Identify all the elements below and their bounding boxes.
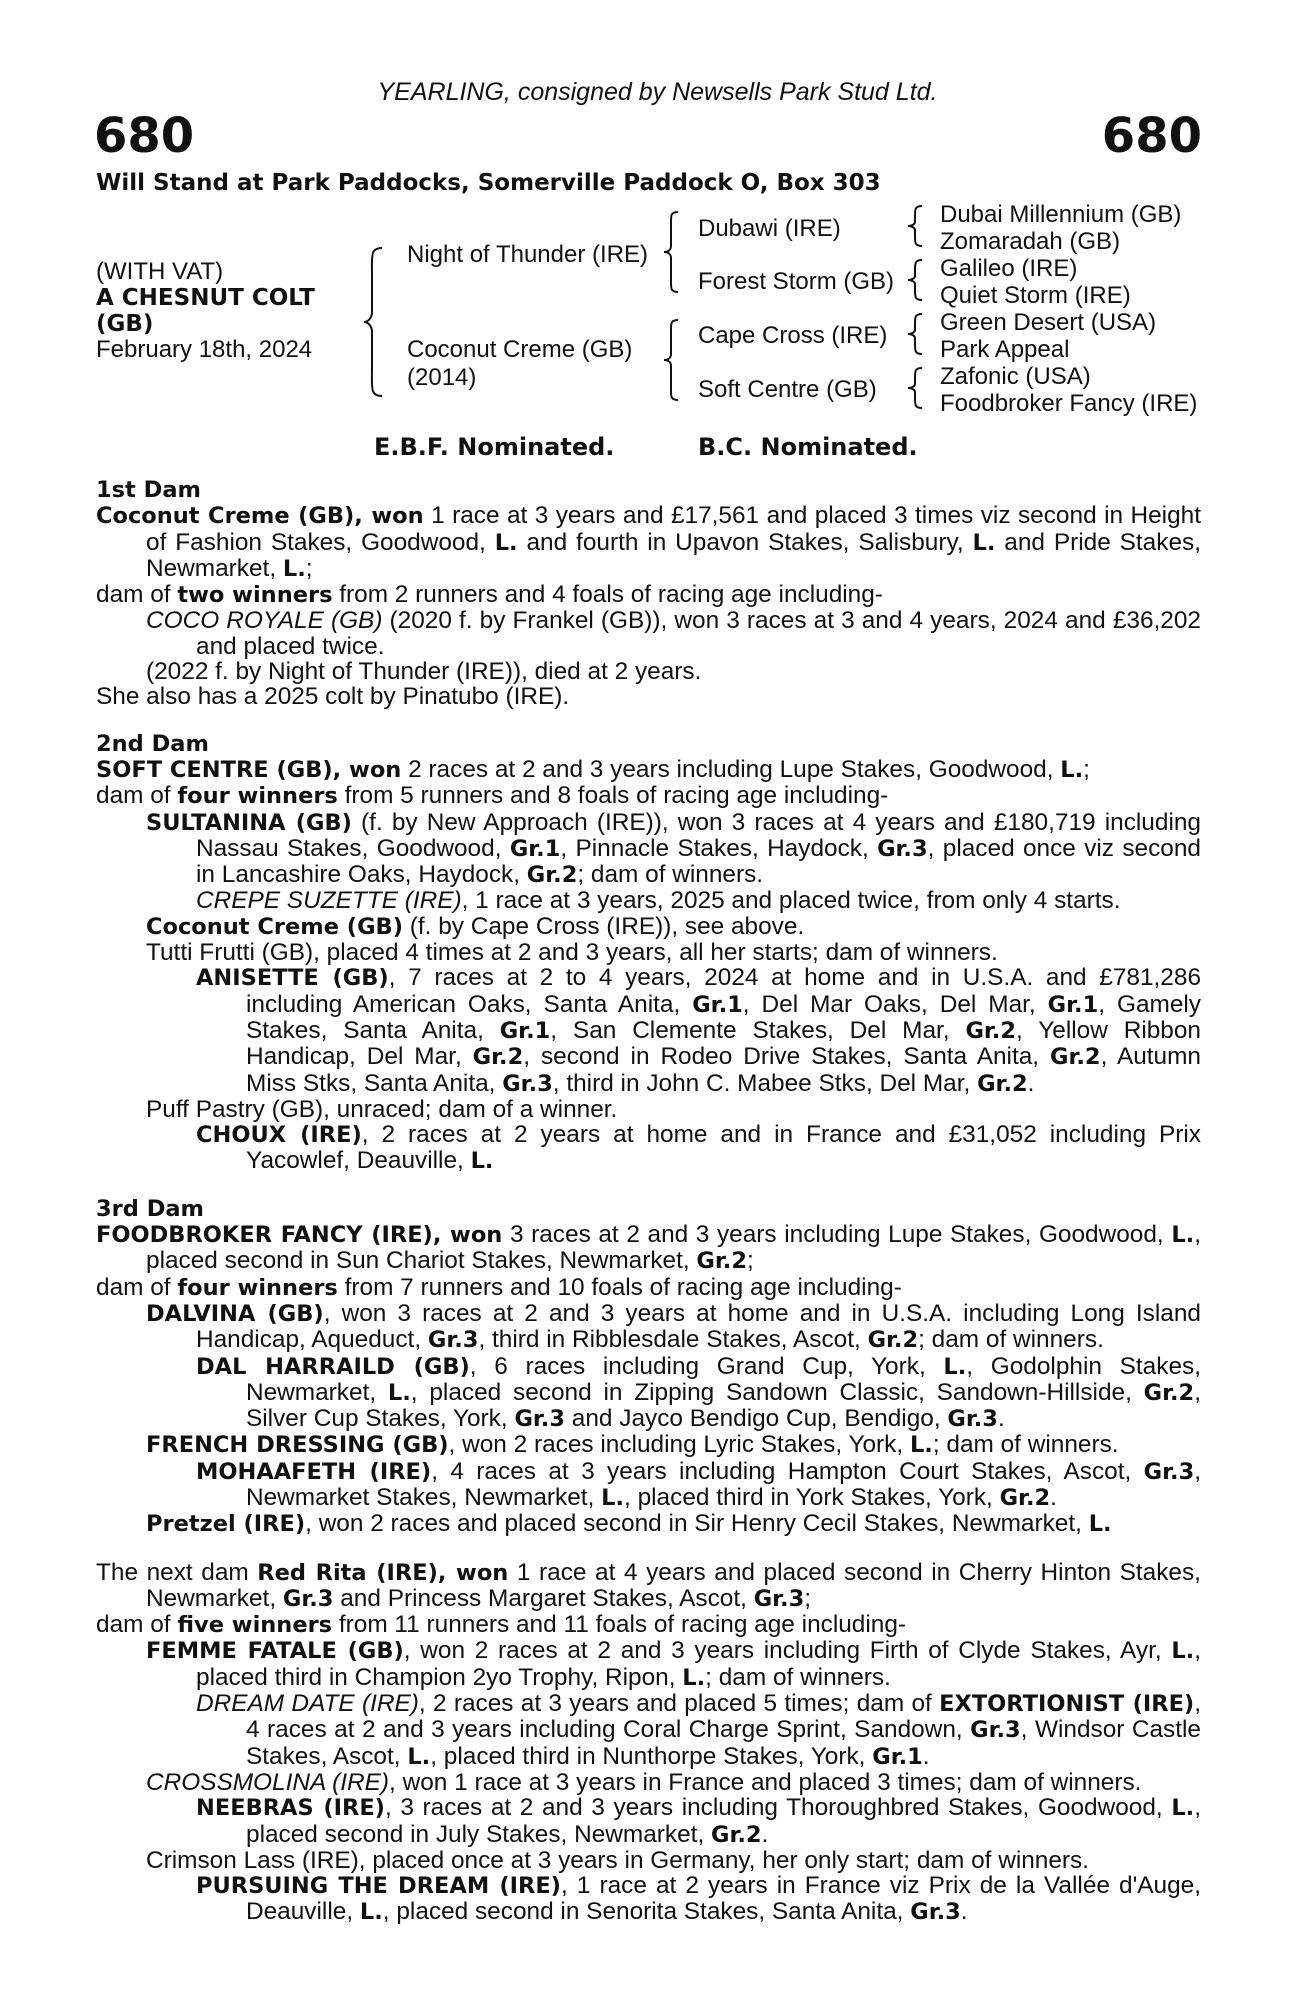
horse-name: A CHESNUT COLT — [96, 285, 315, 311]
pedigree-sdd: Quiet Storm (IRE) — [940, 282, 1131, 309]
produce-mohaafeth: MOHAAFETH (IRE), 4 races at 3 years including Hampton Court Stakes, Ascot, Gr.3, Newmarket Stakes, Newmarket, L., placed third in York Stakes, York, Gr.2. — [196, 1457, 1202, 1511]
produce-pursuing-the-dream: PURSUING THE DREAM (IRE), 1 race at 2 years in France viz Prix de la Vallée d'Auge, Deauville, L., placed second in Senorita Stakes, Santa Anita, Gr.3. — [196, 1872, 1201, 1926]
first-dam-heading: 1st Dam — [96, 477, 201, 503]
produce-femme-fatale: FEMME FATALE (GB), won 2 races at 2 and 3 years including Firth of Clyde Stakes, Ayr, L., placed third in Champion 2yo Trophy, Ripon, L.; dam of winners. — [146, 1637, 1202, 1691]
first-dam-produce-summary: dam of two winners from 2 runners and 4 foals of racing age including- — [96, 581, 883, 609]
sire-brace — [662, 210, 682, 294]
pedigree-ssd: Zomaradah (GB) — [940, 228, 1121, 255]
third-dam-record: FOODBROKER FANCY (IRE), won 3 races at 2 and 3 years including Lupe Stakes, Goodwood, L., placed second in Sun Chariot Stakes, Newmarket, Gr.2; — [96, 1221, 1201, 1275]
foaling-date: February 18th, 2024 — [96, 336, 313, 363]
pedigree-sire-sire: Dubawi (IRE) — [698, 215, 841, 242]
brace-forest-storm — [906, 258, 926, 302]
third-dam-produce-summary: dam of four winners from 7 runners and 10 foals of racing age including- — [96, 1273, 902, 1301]
dam-brace — [662, 318, 682, 402]
pedigree-ddd: Foodbroker Fancy (IRE) — [940, 390, 1198, 417]
produce-coconut-creme: Coconut Creme (GB) (f. by Cape Cross (IRE)), see above. — [146, 912, 805, 940]
produce-dal-harraild: DAL HARRAILD (GB), 6 races including Grand Cup, York, L., Godolphin Stakes, Newmarket, L., placed second in Zipping Sandown Classic, Sandown-Hillside, Gr.2, Silver Cup Stakes, York, Gr.3 and Jayco Bendigo Cup, Bendigo, Gr.3. — [196, 1352, 1201, 1433]
brace-soft-centre — [906, 366, 926, 410]
first-dam-record: Coconut Creme (GB), won 1 race at 3 years and £17,561 and placed 3 times viz second in Height of Fashion Stakes, Goodwood, L. and fourth in Upavon Stakes, Salisbury, L. and Pride Stakes, Newmarket, L.; — [96, 502, 1201, 582]
pedigree-sire-dam: Forest Storm (GB) — [698, 268, 895, 295]
horse-origin: (GB) — [96, 311, 154, 337]
produce-sultanina: SULTANINA (GB) (f. by New Approach (IRE)), won 3 races at 4 years and £180,719 including Nassau Stakes, Goodwood, Gr.1, Pinnacle Stakes, Haydock, Gr.3, placed once viz second in Lancashire Oaks, Haydock, Gr.2; dam of winners. — [146, 808, 1201, 889]
next-dam-produce-summary: dam of five winners from 11 runners and 11 foals of racing age including- — [96, 1611, 907, 1639]
produce-neebras: NEEBRAS (IRE), 3 races at 2 and 3 years including Thoroughbred Stakes, Goodwood, L., placed second in July Stakes, Newmarket, Gr.2. — [196, 1794, 1201, 1848]
produce-choux: CHOUX (IRE), 2 races at 2 years at home and in France and £31,052 including Prix Yacowlef, Deauville, L. — [196, 1121, 1201, 1175]
pedigree-dam-year: (2014) — [407, 364, 477, 391]
pedigree-dsd: Park Appeal — [940, 336, 1070, 363]
vat-note: (WITH VAT) — [96, 258, 224, 285]
bc-nomination: B.C. Nominated. — [698, 433, 918, 461]
lot-number-left: 680 — [94, 108, 195, 164]
lot-number-right: 680 — [1101, 108, 1202, 164]
produce-crepe-suzette: CREPE SUZETTE (IRE), 1 race at 3 years, 2025 and placed twice, from only 4 starts. — [196, 887, 1121, 915]
brace-cape-cross — [906, 312, 926, 356]
produce-dalvina: DALVINA (GB), won 3 races at 2 and 3 years at home and in U.S.A. including Long Island Handicap, Aqueduct, Gr.3, third in Ribblesdale Stakes, Ascot, Gr.2; dam of winners. — [146, 1299, 1201, 1354]
produce-crossmolina: CROSSMOLINA (IRE), won 1 race at 3 years in France and placed 3 times; dam of winners. — [146, 1768, 1142, 1796]
pedigree-sds: Galileo (IRE) — [940, 255, 1078, 282]
first-dam-produce-2: (2022 f. by Night of Thunder (IRE)), died at 2 years. — [146, 658, 702, 686]
pedigree-dam: Coconut Creme (GB) — [407, 336, 633, 363]
stand-location: Will Stand at Park Paddocks, Somerville Paddock O, Box 303 — [96, 170, 881, 196]
consignment-line: YEARLING, consigned by Newsells Park Stud Ltd. — [377, 78, 938, 106]
pedigree-dam-sire: Cape Cross (IRE) — [698, 322, 888, 349]
produce-crimson-lass: Crimson Lass (IRE), placed once at 3 years in Germany, her only start; dam of winners. — [146, 1846, 1090, 1874]
pedigree-sire: Night of Thunder (IRE) — [407, 241, 648, 268]
third-dam-heading: 3rd Dam — [96, 1195, 204, 1222]
first-dam-produce-1: COCO ROYALE (GB) (2020 f. by Frankel (GB)), won 3 races at 3 and 4 years, 2024 and £36,202 and placed twice. — [146, 607, 1201, 660]
first-dam-also: She also has a 2025 colt by Pinatubo (IRE). — [96, 683, 570, 711]
second-dam-heading: 2nd Dam — [96, 730, 209, 757]
produce-dream-date: DREAM DATE (IRE), 2 races at 3 years and placed 5 times; dam of EXTORTIONIST (IRE), 4 races at 2 and 3 years including Coral Charge Sprint, Sandown, Gr.3, Windsor Castle Stakes, Ascot, L., placed third in Nunthorpe Stakes, York, Gr.1. — [196, 1690, 1202, 1770]
next-dam-record: The next dam Red Rita (IRE), won 1 race at 4 years and placed second in Cherry Hinton Stakes, Newmarket, Gr.3 and Princess Margaret Stakes, Ascot, Gr.3; — [96, 1558, 1201, 1612]
produce-anisette: ANISETTE (GB), 7 races at 2 to 4 years, 2024 at home and in U.S.A. and £781,286 including American Oaks, Santa Anita, Gr.1, Del Mar Oaks, Del Mar, Gr.1, Gamely Stakes, Santa Anita, Gr.1, San Clemente Stakes, Del Mar, Gr.2, Yellow Ribbon Handicap, Del Mar, Gr.2, second in Rodeo Drive Stakes, Santa Anita, Gr.2, Autumn Miss Stks, Santa Anita, Gr.3, third in John C. Mabee Stks, Del Mar, Gr.2. — [196, 964, 1202, 1097]
produce-french-dressing: FRENCH DRESSING (GB), won 2 races including Lyric Stakes, York, L.; dam of winners. — [146, 1431, 1119, 1459]
ebf-nomination: E.B.F. Nominated. — [374, 433, 615, 461]
catalogue-body — [96, 478, 1201, 1926]
produce-pretzel: Pretzel (IRE), won 2 races and placed second in Sir Henry Cecil Stakes, Newmarket, L. — [146, 1510, 1112, 1538]
main-brace — [362, 246, 386, 398]
pedigree-dam-dam: Soft Centre (GB) — [698, 376, 877, 403]
pedigree-dds: Zafonic (USA) — [940, 363, 1091, 390]
second-dam-record: SOFT CENTRE (GB), won 2 races at 2 and 3 years including Lupe Stakes, Goodwood, L.; — [96, 755, 1090, 783]
produce-tutti-frutti: Tutti Frutti (GB), placed 4 times at 2 and 3 years, all her starts; dam of winners. — [146, 939, 998, 967]
second-dam-produce-summary: dam of four winners from 5 runners and 8 foals of racing age including- — [96, 782, 889, 810]
brace-dubawi — [906, 204, 926, 248]
pedigree-dss: Green Desert (USA) — [940, 309, 1157, 336]
produce-puff-pastry: Puff Pastry (GB), unraced; dam of a winner. — [146, 1095, 618, 1123]
pedigree-sss: Dubai Millennium (GB) — [940, 201, 1182, 228]
